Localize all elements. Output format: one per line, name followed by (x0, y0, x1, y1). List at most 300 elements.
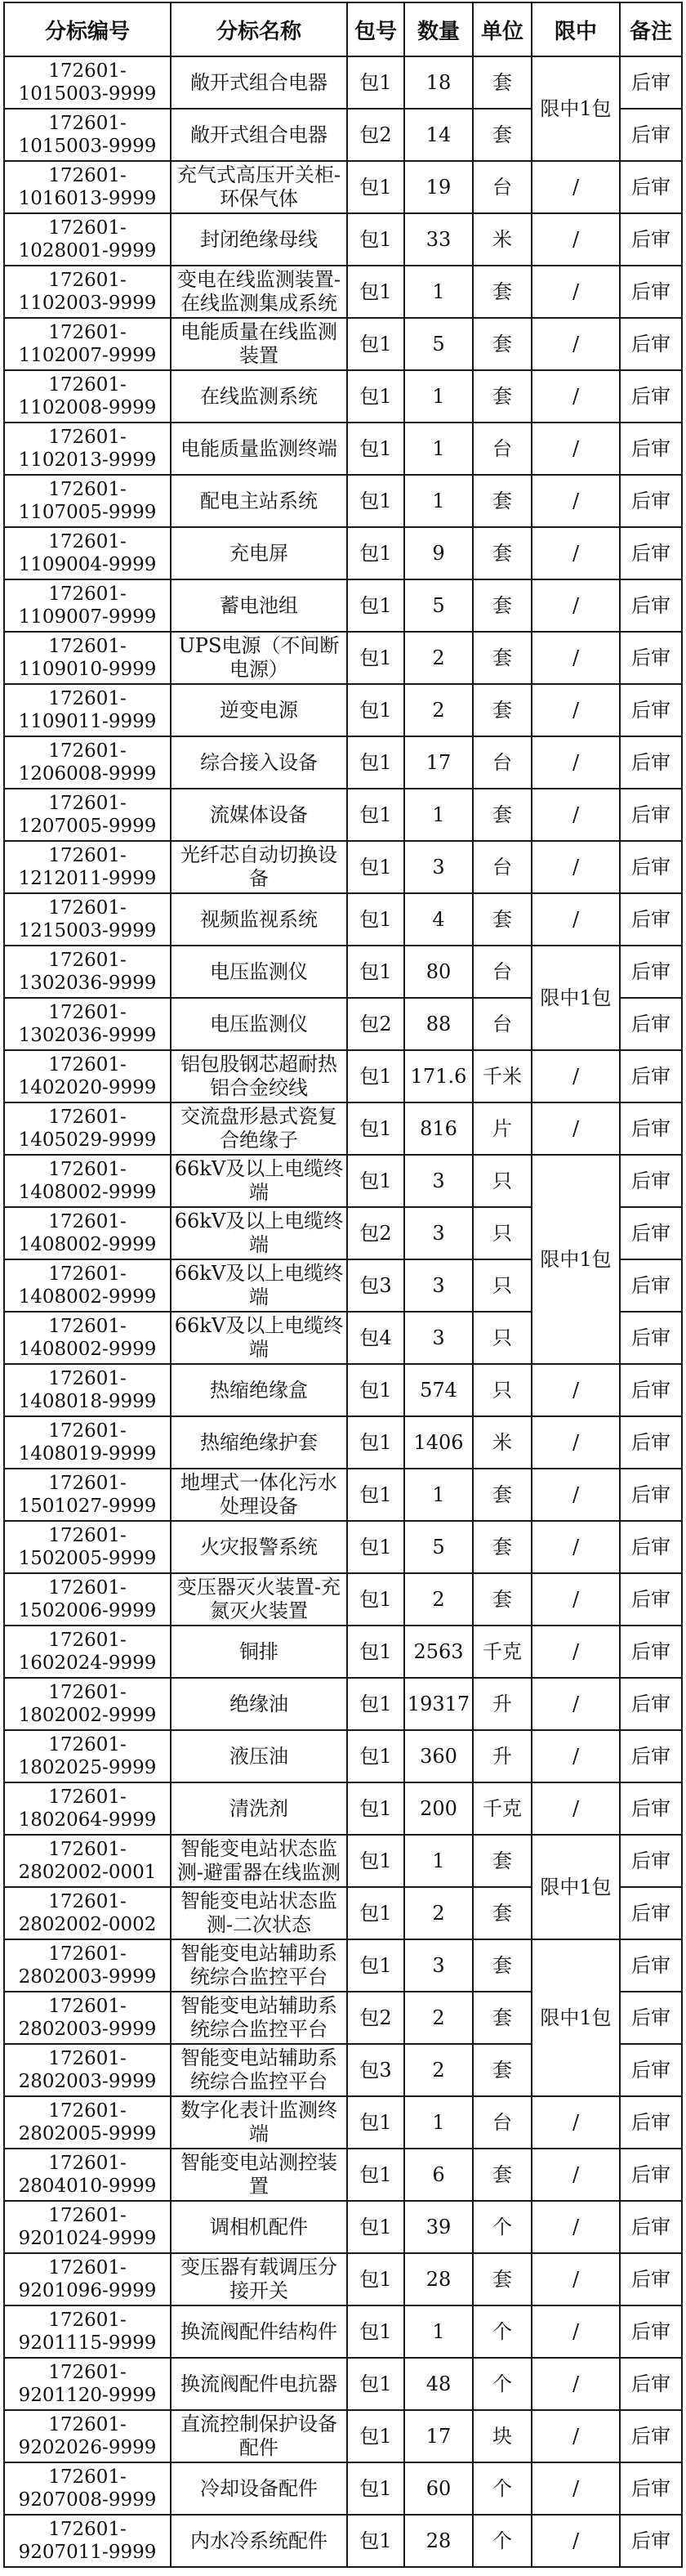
lot-name-cell: 热缩绝缘护套 (171, 1416, 347, 1469)
award-limit-cell: / (532, 370, 620, 423)
table-row (4, 1939, 682, 1992)
bid-lot-table (3, 2, 683, 2568)
lot-code-cell: 172601-1015003-9999 (4, 56, 171, 109)
award-limit-cell: / (532, 1730, 620, 1782)
table-row (4, 1730, 682, 1782)
award-limit-cell: 限中1包 (532, 946, 620, 1050)
package-no-cell: 包1 (347, 2096, 404, 2149)
unit-cell: 台 (473, 2096, 532, 2149)
lot-name-cell: UPS电源（不间断电源） (171, 632, 347, 684)
remark-cell: 后审 (620, 1050, 682, 1102)
table-row (4, 1469, 682, 1521)
remark-cell: 后审 (620, 318, 682, 370)
header-package-no: 包号 (347, 2, 404, 56)
award-limit-cell: / (532, 1364, 620, 1416)
lot-code-cell: 172601-1102003-9999 (4, 266, 171, 318)
header-remark: 备注 (620, 2, 682, 56)
award-limit-cell: / (532, 2515, 620, 2567)
package-no-cell: 包1 (347, 579, 404, 632)
remark-cell: 后审 (620, 2201, 682, 2253)
lot-name-cell: 电能质量在线监测装置 (171, 318, 347, 370)
unit-cell: 千克 (473, 1626, 532, 1678)
package-no-cell: 包1 (347, 161, 404, 213)
quantity-cell: 3 (404, 1259, 473, 1312)
package-no-cell: 包1 (347, 370, 404, 423)
quantity-cell: 2563 (404, 1626, 473, 1678)
table-row (4, 1782, 682, 1835)
quantity-cell: 1 (404, 370, 473, 423)
unit-cell: 米 (473, 213, 532, 266)
package-no-cell: 包1 (347, 2358, 404, 2410)
quantity-cell: 1 (404, 1835, 473, 1887)
header-lot-code: 分标编号 (4, 2, 171, 56)
lot-name-cell: 敞开式组合电器 (171, 56, 347, 109)
lot-name-cell: 电压监测仪 (171, 946, 347, 998)
table-row (4, 789, 682, 841)
remark-cell: 后审 (620, 1155, 682, 1207)
quantity-cell: 1406 (404, 1416, 473, 1469)
package-no-cell: 包1 (347, 213, 404, 266)
quantity-cell: 18 (404, 56, 473, 109)
unit-cell: 台 (473, 161, 532, 213)
remark-cell: 后审 (620, 1835, 682, 1887)
remark-cell: 后审 (620, 1678, 682, 1730)
unit-cell: 套 (473, 1521, 532, 1573)
lot-name-cell: 视频监视系统 (171, 893, 347, 946)
lot-name-cell: 智能变电站辅助系统综合监控平台 (171, 1992, 347, 2044)
table-row (4, 2096, 682, 2149)
unit-cell: 套 (473, 1469, 532, 1521)
package-no-cell: 包1 (347, 2305, 404, 2358)
lot-code-cell: 172601-1207005-9999 (4, 789, 171, 841)
remark-cell: 后审 (620, 109, 682, 161)
award-limit-cell: / (532, 266, 620, 318)
table-row (4, 1626, 682, 1678)
remark-cell: 后审 (620, 2410, 682, 2462)
quantity-cell: 360 (404, 1730, 473, 1782)
package-no-cell: 包1 (347, 841, 404, 893)
quantity-cell: 5 (404, 1521, 473, 1573)
remark-cell: 后审 (620, 1259, 682, 1312)
lot-code-cell: 172601-1501027-9999 (4, 1469, 171, 1521)
table-row (4, 2358, 682, 2410)
table-row (4, 56, 682, 109)
lot-name-cell: 封闭绝缘母线 (171, 213, 347, 266)
lot-code-cell: 172601-1408002-9999 (4, 1207, 171, 1259)
package-no-cell: 包1 (347, 946, 404, 998)
remark-cell: 后审 (620, 2096, 682, 2149)
remark-cell: 后审 (620, 1312, 682, 1364)
remark-cell: 后审 (620, 2305, 682, 2358)
package-no-cell: 包1 (347, 1050, 404, 1102)
quantity-cell: 48 (404, 2358, 473, 2410)
award-limit-cell: / (532, 841, 620, 893)
package-no-cell: 包1 (347, 1678, 404, 1730)
award-limit-cell: / (532, 2358, 620, 2410)
award-limit-cell: / (532, 684, 620, 736)
table-row (4, 1102, 682, 1155)
remark-cell: 后审 (620, 946, 682, 998)
quantity-cell: 3 (404, 1155, 473, 1207)
remark-cell: 后审 (620, 1992, 682, 2044)
remark-cell: 后审 (620, 527, 682, 579)
unit-cell: 个 (473, 2305, 532, 2358)
lot-name-cell: 变压器有载调压分接开关 (171, 2253, 347, 2305)
remark-cell: 后审 (620, 213, 682, 266)
remark-cell: 后审 (620, 1469, 682, 1521)
table-row (4, 2253, 682, 2305)
header-lot-name: 分标名称 (171, 2, 347, 56)
award-limit-cell: / (532, 2305, 620, 2358)
award-limit-cell: / (532, 318, 620, 370)
lot-code-cell: 172601-1802064-9999 (4, 1782, 171, 1835)
award-limit-cell: 限中1包 (532, 1939, 620, 2096)
table-row (4, 318, 682, 370)
lot-code-cell: 172601-1212011-9999 (4, 841, 171, 893)
table-row (4, 2201, 682, 2253)
table-row (4, 2305, 682, 2358)
quantity-cell: 5 (404, 579, 473, 632)
award-limit-cell: / (532, 527, 620, 579)
lot-code-cell: 172601-1302036-9999 (4, 998, 171, 1050)
lot-name-cell: 直流控制保护设备配件 (171, 2410, 347, 2462)
lot-name-cell: 在线监测系统 (171, 370, 347, 423)
quantity-cell: 3 (404, 841, 473, 893)
package-no-cell: 包2 (347, 998, 404, 1050)
quantity-cell: 19 (404, 161, 473, 213)
quantity-cell: 200 (404, 1782, 473, 1835)
lot-name-cell: 清洗剂 (171, 1782, 347, 1835)
award-limit-cell: 限中1包 (532, 1155, 620, 1364)
lot-code-cell: 172601-1405029-9999 (4, 1102, 171, 1155)
unit-cell: 台 (473, 841, 532, 893)
lot-code-cell: 172601-2802002-0002 (4, 1887, 171, 1939)
table-body (4, 56, 682, 2567)
unit-cell: 个 (473, 2462, 532, 2515)
table-row (4, 2149, 682, 2201)
package-no-cell: 包1 (347, 1469, 404, 1521)
quantity-cell: 28 (404, 2253, 473, 2305)
table-row (4, 2515, 682, 2567)
package-no-cell: 包1 (347, 684, 404, 736)
quantity-cell: 2 (404, 1573, 473, 1626)
award-limit-cell: / (532, 2462, 620, 2515)
package-no-cell: 包1 (347, 318, 404, 370)
quantity-cell: 60 (404, 2462, 473, 2515)
lot-name-cell: 绝缘油 (171, 1678, 347, 1730)
award-limit-cell: / (532, 632, 620, 684)
remark-cell: 后审 (620, 1521, 682, 1573)
package-no-cell: 包1 (347, 1364, 404, 1416)
package-no-cell: 包3 (347, 1259, 404, 1312)
unit-cell: 套 (473, 109, 532, 161)
lot-name-cell: 换流阀配件结构件 (171, 2305, 347, 2358)
lot-code-cell: 172601-9201120-9999 (4, 2358, 171, 2410)
unit-cell: 套 (473, 579, 532, 632)
table-row (4, 1678, 682, 1730)
remark-cell: 后审 (620, 1939, 682, 1992)
lot-code-cell: 172601-9201096-9999 (4, 2253, 171, 2305)
quantity-cell: 816 (404, 1102, 473, 1155)
lot-name-cell: 变电在线监测装置-在线监测集成系统 (171, 266, 347, 318)
unit-cell: 千米 (473, 1050, 532, 1102)
package-no-cell: 包1 (347, 423, 404, 475)
remark-cell: 后审 (620, 1887, 682, 1939)
lot-name-cell: 充电屏 (171, 527, 347, 579)
lot-code-cell: 172601-1028001-9999 (4, 213, 171, 266)
award-limit-cell: / (532, 1469, 620, 1521)
quantity-cell: 1 (404, 475, 473, 527)
unit-cell: 套 (473, 318, 532, 370)
quantity-cell: 2 (404, 1992, 473, 2044)
remark-cell: 后审 (620, 632, 682, 684)
award-limit-cell: / (532, 579, 620, 632)
quantity-cell: 1 (404, 423, 473, 475)
table-header-row (4, 2, 682, 56)
lot-name-cell: 铝包股钢芯超耐热铝合金绞线 (171, 1050, 347, 1102)
unit-cell: 升 (473, 1730, 532, 1782)
lot-code-cell: 172601-1408002-9999 (4, 1155, 171, 1207)
quantity-cell: 14 (404, 109, 473, 161)
package-no-cell: 包1 (347, 1730, 404, 1782)
award-limit-cell: / (532, 2149, 620, 2201)
table-row (4, 161, 682, 213)
quantity-cell: 2 (404, 1887, 473, 1939)
table-row (4, 370, 682, 423)
table-row (4, 1155, 682, 1207)
award-limit-cell: / (532, 2410, 620, 2462)
award-limit-cell: / (532, 1050, 620, 1102)
package-no-cell: 包1 (347, 56, 404, 109)
remark-cell: 后审 (620, 893, 682, 946)
unit-cell: 只 (473, 1364, 532, 1416)
award-limit-cell: / (532, 423, 620, 475)
quantity-cell: 33 (404, 213, 473, 266)
table-row (4, 213, 682, 266)
package-no-cell: 包1 (347, 1155, 404, 1207)
header-quantity: 数量 (404, 2, 473, 56)
award-limit-cell: / (532, 2201, 620, 2253)
table-row (4, 632, 682, 684)
lot-code-cell: 172601-1016013-9999 (4, 161, 171, 213)
table-row (4, 841, 682, 893)
quantity-cell: 574 (404, 1364, 473, 1416)
lot-name-cell: 调相机配件 (171, 2201, 347, 2253)
package-no-cell: 包1 (347, 1573, 404, 1626)
unit-cell: 套 (473, 1939, 532, 1992)
remark-cell: 后审 (620, 1207, 682, 1259)
remark-cell: 后审 (620, 2149, 682, 2201)
award-limit-cell: / (532, 161, 620, 213)
table-row (4, 1364, 682, 1416)
unit-cell: 米 (473, 1416, 532, 1469)
lot-code-cell: 172601-1502005-9999 (4, 1521, 171, 1573)
remark-cell: 后审 (620, 998, 682, 1050)
lot-name-cell: 数字化表计监测终端 (171, 2096, 347, 2149)
package-no-cell: 包1 (347, 2462, 404, 2515)
package-no-cell: 包1 (347, 1887, 404, 1939)
package-no-cell: 包1 (347, 1626, 404, 1678)
lot-name-cell: 换流阀配件电抗器 (171, 2358, 347, 2410)
award-limit-cell: / (532, 1573, 620, 1626)
quantity-cell: 4 (404, 893, 473, 946)
remark-cell: 后审 (620, 1364, 682, 1416)
quantity-cell: 2 (404, 684, 473, 736)
unit-cell: 只 (473, 1155, 532, 1207)
header-unit: 单位 (473, 2, 532, 56)
package-no-cell: 包2 (347, 1207, 404, 1259)
table-row (4, 475, 682, 527)
remark-cell: 后审 (620, 1782, 682, 1835)
remark-cell: 后审 (620, 841, 682, 893)
remark-cell: 后审 (620, 1573, 682, 1626)
quantity-cell: 3 (404, 1939, 473, 1992)
lot-name-cell: 光纤芯自动切换设备 (171, 841, 347, 893)
table-row (4, 527, 682, 579)
quantity-cell: 2 (404, 2044, 473, 2096)
lot-name-cell: 铜排 (171, 1626, 347, 1678)
lot-code-cell: 172601-9202026-9999 (4, 2410, 171, 2462)
lot-code-cell: 172601-2802005-9999 (4, 2096, 171, 2149)
table-row (4, 1416, 682, 1469)
package-no-cell: 包1 (347, 1521, 404, 1573)
quantity-cell: 9 (404, 527, 473, 579)
unit-cell: 片 (473, 1102, 532, 1155)
lot-code-cell: 172601-2802003-9999 (4, 1939, 171, 1992)
table-row (4, 946, 682, 998)
unit-cell: 个 (473, 2358, 532, 2410)
unit-cell: 套 (473, 370, 532, 423)
table-row (4, 1050, 682, 1102)
quantity-cell: 171.6 (404, 1050, 473, 1102)
header-award-limit: 限中 (532, 2, 620, 56)
package-no-cell: 包1 (347, 2515, 404, 2567)
lot-code-cell: 172601-1102013-9999 (4, 423, 171, 475)
lot-code-cell: 172601-2804010-9999 (4, 2149, 171, 2201)
award-limit-cell: 限中1包 (532, 1835, 620, 1939)
award-limit-cell: / (532, 213, 620, 266)
lot-name-cell: 充气式高压开关柜-环保气体 (171, 161, 347, 213)
table-row (4, 2410, 682, 2462)
unit-cell: 套 (473, 684, 532, 736)
package-no-cell: 包4 (347, 1312, 404, 1364)
unit-cell: 套 (473, 2044, 532, 2096)
remark-cell: 后审 (620, 161, 682, 213)
quantity-cell: 28 (404, 2515, 473, 2567)
lot-name-cell: 66kV及以上电缆终端 (171, 1259, 347, 1312)
unit-cell: 套 (473, 893, 532, 946)
table-row (4, 579, 682, 632)
quantity-cell: 1 (404, 266, 473, 318)
quantity-cell: 2 (404, 632, 473, 684)
lot-name-cell: 地埋式一体化污水处理设备 (171, 1469, 347, 1521)
package-no-cell: 包1 (347, 2201, 404, 2253)
lot-name-cell: 逆变电源 (171, 684, 347, 736)
lot-code-cell: 172601-1408018-9999 (4, 1364, 171, 1416)
quantity-cell: 17 (404, 736, 473, 789)
unit-cell: 套 (473, 527, 532, 579)
unit-cell: 台 (473, 736, 532, 789)
lot-name-cell: 热缩绝缘盒 (171, 1364, 347, 1416)
quantity-cell: 1 (404, 1469, 473, 1521)
lot-name-cell: 智能变电站辅助系统综合监控平台 (171, 1939, 347, 1992)
lot-code-cell: 172601-1206008-9999 (4, 736, 171, 789)
unit-cell: 套 (473, 56, 532, 109)
lot-code-cell: 172601-1102007-9999 (4, 318, 171, 370)
lot-name-cell: 智能变电站辅助系统综合监控平台 (171, 2044, 347, 2096)
lot-code-cell: 172601-2802003-9999 (4, 1992, 171, 2044)
unit-cell: 个 (473, 2201, 532, 2253)
package-no-cell: 包1 (347, 266, 404, 318)
lot-name-cell: 综合接入设备 (171, 736, 347, 789)
award-limit-cell: / (532, 475, 620, 527)
lot-code-cell: 172601-1408002-9999 (4, 1259, 171, 1312)
lot-name-cell: 液压油 (171, 1730, 347, 1782)
remark-cell: 后审 (620, 789, 682, 841)
quantity-cell: 1 (404, 789, 473, 841)
lot-name-cell: 流媒体设备 (171, 789, 347, 841)
award-limit-cell: / (532, 1521, 620, 1573)
lot-name-cell: 交流盘形悬式瓷复合绝缘子 (171, 1102, 347, 1155)
lot-code-cell: 172601-1302036-9999 (4, 946, 171, 998)
unit-cell: 套 (473, 1573, 532, 1626)
package-no-cell: 包1 (347, 527, 404, 579)
package-no-cell: 包1 (347, 2149, 404, 2201)
lot-code-cell: 172601-9207011-9999 (4, 2515, 171, 2567)
package-no-cell: 包1 (347, 1416, 404, 1469)
unit-cell: 套 (473, 475, 532, 527)
package-no-cell: 包1 (347, 1835, 404, 1887)
package-no-cell: 包1 (347, 2253, 404, 2305)
remark-cell: 后审 (620, 2515, 682, 2567)
award-limit-cell: / (532, 1626, 620, 1678)
table-row (4, 423, 682, 475)
table-row (4, 1573, 682, 1626)
remark-cell: 后审 (620, 1626, 682, 1678)
remark-cell: 后审 (620, 370, 682, 423)
lot-code-cell: 172601-1109011-9999 (4, 684, 171, 736)
unit-cell: 套 (473, 632, 532, 684)
lot-code-cell: 172601-1015003-9999 (4, 109, 171, 161)
award-limit-cell: / (532, 1416, 620, 1469)
table-row (4, 893, 682, 946)
table-row (4, 684, 682, 736)
lot-code-cell: 172601-1109010-9999 (4, 632, 171, 684)
lot-code-cell: 172601-9201115-9999 (4, 2305, 171, 2358)
package-no-cell: 包2 (347, 1992, 404, 2044)
award-limit-cell: / (532, 893, 620, 946)
award-limit-cell: 限中1包 (532, 56, 620, 161)
quantity-cell: 5 (404, 318, 473, 370)
lot-code-cell: 172601-2802003-9999 (4, 2044, 171, 2096)
lot-name-cell: 敞开式组合电器 (171, 109, 347, 161)
award-limit-cell: / (532, 2096, 620, 2149)
quantity-cell: 19317 (404, 1678, 473, 1730)
lot-code-cell: 172601-1502006-9999 (4, 1573, 171, 1626)
lot-code-cell: 172601-1109007-9999 (4, 579, 171, 632)
unit-cell: 升 (473, 1678, 532, 1730)
unit-cell: 套 (473, 1887, 532, 1939)
unit-cell: 套 (473, 2149, 532, 2201)
remark-cell: 后审 (620, 475, 682, 527)
package-no-cell: 包1 (347, 789, 404, 841)
unit-cell: 套 (473, 1992, 532, 2044)
lot-code-cell: 172601-9207008-9999 (4, 2462, 171, 2515)
award-limit-cell: / (532, 1102, 620, 1155)
lot-name-cell: 电压监测仪 (171, 998, 347, 1050)
unit-cell: 只 (473, 1312, 532, 1364)
unit-cell: 只 (473, 1259, 532, 1312)
